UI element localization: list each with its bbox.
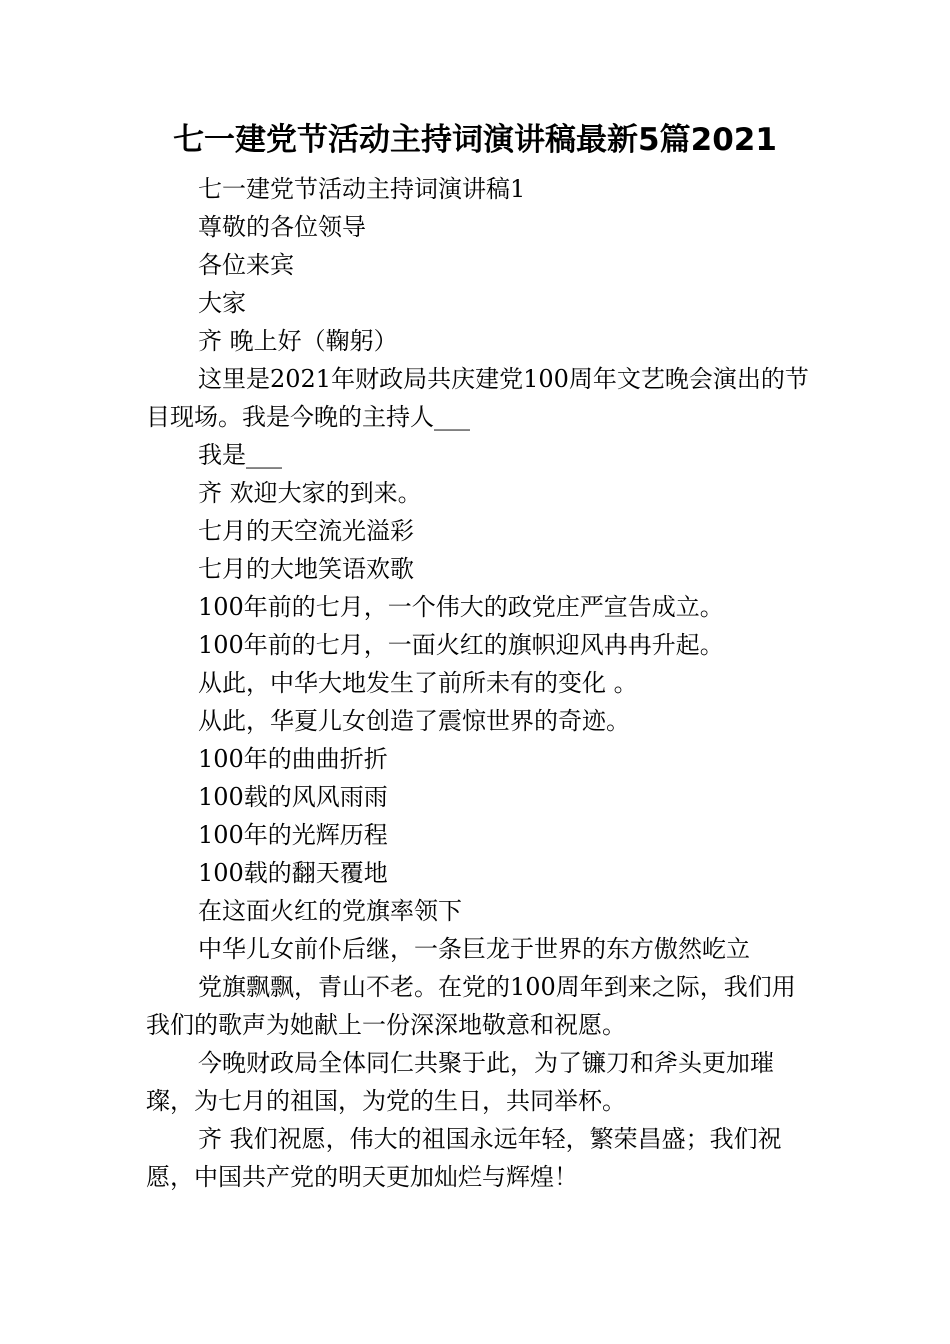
document-body [146, 170, 810, 1196]
paragraph: 七月的大地笑语欢歌 [198, 555, 414, 583]
paragraph: 从此，中华大地发生了前所未有的变化 。 [198, 669, 638, 697]
paragraph: 100年前的七月，一个伟大的政党庄严宣告成立。 [198, 593, 724, 621]
paragraph: 七月的天空流光溢彩 [198, 517, 414, 545]
paragraph: 这里是2021年财政局共庆建党100周年文艺晚会演出的节目现场。我是今晚的主持人___ [146, 365, 809, 431]
paragraph: 齐 欢迎大家的到来。 [198, 479, 422, 507]
paragraph: 100载的翻天覆地 [198, 859, 388, 887]
paragraph: 尊敬的各位领导 [198, 213, 366, 241]
paragraph: 在这面火红的党旗率领下 [198, 897, 462, 925]
paragraph: 100年的曲曲折折 [198, 745, 388, 773]
paragraph: 100载的风风雨雨 [198, 783, 388, 811]
paragraph: 齐 晚上好（鞠躬） [198, 327, 398, 355]
paragraph: 大家 [198, 289, 246, 317]
paragraph: 从此，华夏儿女创造了震惊世界的奇迹。 [198, 707, 630, 735]
paragraph: 各位来宾 [198, 251, 294, 279]
paragraph: 100年前的七月，一面火红的旗帜迎风冉冉升起。 [198, 631, 724, 659]
paragraph: 100年的光辉历程 [198, 821, 388, 849]
paragraph: 中华儿女前仆后继，一条巨龙于世界的东方傲然屹立 [198, 935, 750, 963]
document-title: 七一建党节活动主持词演讲稿最新5篇2021 [173, 122, 777, 158]
paragraph: 齐 我们祝愿，伟大的祖国永远年轻，繁荣昌盛；我们祝愿，中国共产党的明天更加灿烂与辉煌！ [146, 1125, 782, 1191]
paragraph: 今晚财政局全体同仁共聚于此，为了镰刀和斧头更加璀璨，为七月的祖国，为党的生日，共同举杯。 [146, 1049, 774, 1115]
paragraph: 党旗飘飘，青山不老。在党的100周年到来之际，我们用我们的歌声为她献上一份深深地敬意和祝愿。 [146, 973, 796, 1039]
paragraph: 我是___ [198, 441, 282, 469]
paragraph: 七一建党节活动主持词演讲稿1 [198, 175, 526, 203]
